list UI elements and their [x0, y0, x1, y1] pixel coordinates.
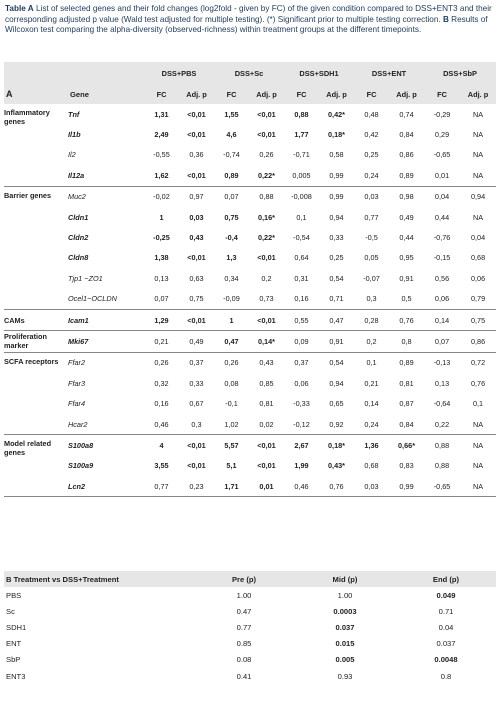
adj-p-value: 0,76	[470, 378, 486, 388]
adj-p-value: 0,84	[399, 130, 414, 140]
adj-p-value: 0,49	[399, 212, 414, 222]
fc-value: 0,06	[424, 289, 460, 310]
adj-p-value: <0,01	[257, 109, 276, 119]
adj-p-value: 0,25	[329, 253, 344, 263]
gene-row	[4, 331, 496, 352]
fc-value: 0,07	[144, 289, 179, 310]
fc-value: -0,76	[433, 233, 451, 243]
fc-value: -0,25	[153, 233, 170, 243]
fc-value: 0,005	[284, 165, 319, 186]
adj-p-value: 0,94	[329, 378, 344, 388]
adj-p-value: 0,02	[249, 414, 284, 435]
adj-p-value: 0,03	[189, 212, 204, 222]
p-value: 0.47	[236, 606, 252, 616]
treatment-row	[4, 652, 496, 668]
fc-value: 1,31	[154, 109, 169, 119]
fc-value: -0,008	[291, 192, 312, 202]
gene-row	[4, 186, 496, 207]
fc-value: 0,46	[144, 414, 179, 435]
p-value: 0.08	[236, 655, 252, 665]
fc-value: -0,07	[363, 273, 380, 283]
p-value: 0.0048	[434, 655, 458, 665]
gene-name: S100a9	[68, 461, 94, 471]
adj-p-value: 0,18*	[327, 130, 346, 140]
table-b-header-cell: B Treatment vs DSS+Treatment	[4, 571, 194, 587]
adj-p-value: 0,3	[179, 414, 214, 435]
condition-header: DSS+SDH1	[284, 62, 354, 84]
fc-value: 0,13	[154, 273, 169, 283]
caption-b-text: Results of Wilcoxon test comparing the alpha-diversity (observed-richness) within treatment groups at the different timepoints.	[5, 14, 488, 35]
adj-p-value: 0,67	[189, 399, 204, 409]
fc-value: 0,42	[364, 130, 379, 140]
treatment-row	[4, 603, 496, 619]
fc-value: 0,13	[434, 378, 450, 388]
adj-p-value: <0,01	[257, 440, 276, 450]
p-value: 0.41	[236, 671, 252, 681]
gene-name: Ffar3	[68, 378, 86, 388]
adj-p-value: 0,75	[460, 309, 496, 330]
gene-row	[4, 248, 496, 268]
gene-row	[4, 414, 496, 435]
gene-row	[4, 309, 496, 330]
fc-value: 0,37	[294, 358, 309, 368]
adj-p-value: 0,44	[399, 233, 414, 243]
adj-p-value: 0,2	[261, 273, 272, 283]
adj-p-value: 0,49	[179, 331, 214, 352]
fc-value: 0,88	[434, 440, 450, 450]
fc-value: 0,1	[296, 212, 307, 222]
fc-value: 1,77	[294, 130, 309, 140]
treatment-row	[4, 636, 496, 652]
adj-p-value: 0,66*	[398, 440, 416, 450]
gene-name: Ffar4	[68, 399, 86, 409]
fc-value: 0,34	[224, 273, 239, 283]
p-value: 1.00	[236, 590, 252, 600]
adj-p-value: NA	[460, 476, 496, 497]
adj-p-column-header: Adj. p	[319, 84, 354, 104]
fc-value: 0,08	[224, 378, 239, 388]
adj-p-value: 0,16*	[257, 212, 276, 222]
adj-p-value: 0,18*	[327, 440, 346, 450]
adj-p-value: NA	[472, 461, 484, 471]
adj-p-value: 0,33	[329, 233, 344, 243]
fc-value: 5,1	[226, 461, 237, 471]
adj-p-value: 0,91	[399, 273, 414, 283]
adj-p-value: 0,86	[460, 331, 496, 352]
fc-value: 0,32	[154, 378, 169, 388]
fc-value: -0,12	[284, 414, 319, 435]
fc-value: 0,1	[366, 358, 377, 368]
caption-b-label: B	[442, 14, 449, 24]
adj-p-column-header: Adj. p	[460, 84, 496, 104]
p-value: 0.71	[438, 606, 454, 616]
adj-p-value: NA	[472, 440, 484, 450]
condition-header: DSS+ENT	[354, 62, 424, 84]
adj-p-value: 0,47	[319, 309, 354, 330]
adj-p-value: 0,42*	[327, 109, 346, 119]
fc-value: -0,29	[433, 109, 451, 119]
adj-p-value: 0,91	[319, 331, 354, 352]
fc-value: 0,14	[424, 309, 460, 330]
p-value: 0.8	[440, 671, 452, 681]
gene-name: Il12a	[68, 165, 144, 186]
fc-value: 1,02	[214, 414, 249, 435]
adj-p-value: 0,26	[259, 150, 274, 160]
gene-name: Icam1	[68, 309, 144, 330]
gene-row	[4, 145, 496, 165]
gene-group-label: SCFA receptors	[4, 352, 68, 435]
fc-value: 0,07	[424, 331, 460, 352]
gene-row	[4, 435, 496, 456]
p-value: 0.77	[236, 622, 252, 632]
adj-p-value: NA	[472, 150, 484, 160]
fc-value: -0,71	[293, 150, 310, 160]
fc-value: 5,57	[224, 440, 239, 450]
adj-p-value: 0,65	[329, 399, 344, 409]
treatment-row	[4, 587, 496, 603]
fc-value: 0,14	[364, 399, 379, 409]
adj-p-value: 0,68	[470, 253, 486, 263]
fc-value: 0,03	[354, 476, 389, 497]
fc-value: 0,25	[364, 150, 379, 160]
fc-value: -0,65	[433, 150, 451, 160]
gene-group-label: Model related genes	[4, 435, 68, 497]
treatment-name: PBS	[6, 590, 22, 600]
adj-p-value: 0,43	[189, 233, 204, 243]
fc-value: 0,09	[284, 331, 319, 352]
gene-row	[4, 393, 496, 413]
fc-value: 0,68	[364, 461, 379, 471]
p-value: 0.005	[335, 655, 355, 665]
fc-value: -0,74	[223, 150, 240, 160]
adj-p-value: 0,99	[319, 165, 354, 186]
adj-p-value: <0,01	[257, 461, 276, 471]
adj-p-value: 0,23	[179, 476, 214, 497]
gene-name: Cldn8	[68, 253, 89, 263]
table-a	[4, 62, 496, 497]
fc-value: 0,21	[144, 331, 179, 352]
adj-p-value: 0,75	[179, 289, 214, 310]
adj-p-value: 0,89	[399, 358, 414, 368]
fc-value: 0,05	[364, 253, 379, 263]
fc-value: 0,56	[434, 273, 450, 283]
adj-p-value: <0,01	[257, 130, 276, 140]
table-b-header-row	[4, 571, 496, 587]
gene-name: S100a8	[68, 440, 94, 450]
adj-p-value: 0,81	[399, 378, 414, 388]
gene-name: Lcn2	[68, 476, 144, 497]
adj-p-value: 0,71	[319, 289, 354, 310]
adj-p-value: 0,8	[389, 331, 424, 352]
adj-p-value: 0,92	[319, 414, 354, 435]
fc-value: 0,64	[294, 253, 309, 263]
gene-group-label: Inflammatory genes	[4, 104, 68, 186]
adj-p-value: 0,76	[319, 476, 354, 497]
fc-value: 1,55	[224, 109, 239, 119]
adj-p-value: 0,37	[189, 358, 204, 368]
adj-p-value: 0,04	[470, 233, 486, 243]
adj-p-value: 0,54	[329, 273, 344, 283]
fc-value: -0,54	[293, 233, 310, 243]
fc-value: 0,89	[214, 165, 249, 186]
adj-p-value: <0,01	[179, 165, 214, 186]
gene-group-label: Proliferation marker	[4, 331, 68, 352]
treatment-name: Sc	[6, 606, 15, 616]
adj-p-value: 0,89	[389, 165, 424, 186]
fc-value: -0,65	[424, 476, 460, 497]
condition-header: DSS+PBS	[144, 62, 214, 84]
adj-p-value: 0,54	[329, 358, 344, 368]
treatment-row	[4, 668, 496, 684]
fc-value: 1,99	[294, 461, 309, 471]
fc-value: 1,29	[144, 309, 179, 330]
gene-group-label: CAMs	[4, 309, 68, 330]
gene-row	[4, 227, 496, 247]
adj-p-value: NA	[460, 165, 496, 186]
gene-row	[4, 352, 496, 373]
fc-value: 2,67	[294, 440, 309, 450]
caption-a-text: List of selected genes and their fold changes (log2fold - given by FC) of the given condition compared to DSS+ENT3 and their corresponding adjusted p value (Wald test adjusted for multiple testing). (*) Significant prior to multiple testing correction.	[5, 4, 492, 24]
gene-row	[4, 289, 496, 310]
fc-value: 1,38	[154, 253, 169, 263]
adj-p-value: 0,74	[399, 109, 414, 119]
gene-row	[4, 268, 496, 288]
gene-row	[4, 104, 496, 124]
caption-a-label: Table A	[5, 4, 34, 13]
adj-p-value: 0,22*	[249, 165, 284, 186]
fc-value: 0,75	[224, 212, 239, 222]
adj-p-value: 0,99	[329, 192, 344, 202]
gene-name: Tjp1 ~ZO1	[68, 273, 103, 283]
adj-p-value: 0,1	[472, 399, 484, 409]
adj-p-value: <0,01	[187, 109, 206, 119]
gene-row	[4, 165, 496, 186]
fc-value: 0,44	[434, 212, 450, 222]
fc-value: 0,47	[214, 331, 249, 352]
fc-value: 1,62	[144, 165, 179, 186]
adj-p-value: 0,97	[189, 192, 204, 202]
adj-p-value: 0,33	[189, 378, 204, 388]
p-value: 0.04	[438, 622, 454, 632]
gene-row	[4, 476, 496, 497]
adj-p-value: 0,58	[329, 150, 344, 160]
gene-name: Mki67	[68, 331, 144, 352]
p-value: 0.015	[335, 639, 355, 649]
adj-p-column-header: Adj. p	[179, 84, 214, 104]
table-b	[4, 571, 496, 684]
fc-value: 0,21	[364, 378, 379, 388]
fc-value: 0,24	[354, 414, 389, 435]
fc-value: 0,26	[154, 358, 169, 368]
fc-value: 2,49	[154, 130, 169, 140]
gene-name: Muc2	[68, 192, 86, 202]
gene-group-label: Barrier genes	[4, 186, 68, 309]
adj-p-value: 0,14*	[249, 331, 284, 352]
treatment-name: SDH1	[6, 622, 27, 632]
adj-p-value: 0,63	[189, 273, 204, 283]
condition-header: DSS+SbP	[424, 62, 496, 84]
gene-name: Cldn1	[68, 212, 89, 222]
adj-p-value: 0,98	[399, 192, 414, 202]
fc-value: -0,5	[365, 233, 378, 243]
fc-value: 0,03	[364, 192, 379, 202]
fc-value: 0,88	[434, 461, 450, 471]
fc-column-header: FC	[354, 84, 389, 104]
fc-value: 0,01	[424, 165, 460, 186]
adj-p-value: 0,83	[399, 461, 414, 471]
gene-row	[4, 373, 496, 393]
fc-value: 0,07	[224, 192, 239, 202]
gene-row	[4, 207, 496, 227]
fc-value: 1,3	[226, 253, 237, 263]
fc-value: 0,06	[294, 378, 309, 388]
table-b-header-cell: Mid (p)	[294, 571, 396, 587]
fc-value: -0,09	[214, 289, 249, 310]
gene-name: Tnf	[68, 109, 80, 119]
fc-value: 0,22	[424, 414, 460, 435]
adj-p-value: <0,01	[187, 253, 206, 263]
adj-p-value: 0,73	[249, 289, 284, 310]
adj-p-value: 0,87	[399, 399, 414, 409]
adj-p-value: NA	[472, 212, 484, 222]
adj-p-column-header: Adj. p	[249, 84, 284, 104]
fc-value: 0,88	[294, 109, 309, 119]
fc-value: 0,77	[364, 212, 379, 222]
fc-value: 0,77	[144, 476, 179, 497]
gene-name: Il2	[68, 150, 76, 160]
fc-value: 3,55	[154, 461, 169, 471]
adj-p-value: 0,81	[259, 399, 274, 409]
treatment-name: ENT	[6, 639, 22, 649]
adj-p-value: NA	[472, 130, 484, 140]
adj-p-value: <0,01	[187, 440, 206, 450]
condition-header: DSS+Sc	[214, 62, 284, 84]
fc-value: 0,16	[154, 399, 169, 409]
fc-value: -0,15	[433, 253, 451, 263]
gene-column-header: Gene	[68, 84, 144, 104]
fc-value: 0,3	[354, 289, 389, 310]
treatment-row	[4, 619, 496, 635]
adj-p-value: 0,88	[259, 192, 274, 202]
table-a-label: A	[4, 84, 68, 104]
fc-value: 0,55	[284, 309, 319, 330]
adj-p-value: 0,06	[470, 273, 486, 283]
fc-value: 1	[159, 212, 164, 222]
fc-value: -0,1	[225, 399, 238, 409]
table-b-header-cell: Pre (p)	[194, 571, 294, 587]
gene-name: Cldn2	[68, 233, 89, 243]
adj-p-value: 0,72	[470, 358, 486, 368]
adj-p-value: 0,01	[249, 476, 284, 497]
fc-value: 0,48	[364, 109, 379, 119]
adj-p-value: 0,5	[389, 289, 424, 310]
fc-value: -0,4	[225, 233, 238, 243]
adj-p-value: 0,22*	[257, 233, 276, 243]
fc-value: -0,13	[433, 358, 451, 368]
adj-p-value: 0,43	[259, 358, 274, 368]
adj-p-value: 0,43*	[327, 461, 346, 471]
p-value: 0.037	[335, 622, 355, 632]
fc-value: 0,31	[294, 273, 309, 283]
adj-p-value: 0,79	[460, 289, 496, 310]
adj-p-value: 0,84	[389, 414, 424, 435]
fc-value: 1	[214, 309, 249, 330]
p-value: 1.00	[337, 590, 353, 600]
gene-name: Il1b	[68, 130, 81, 140]
table-a-corner	[4, 62, 68, 84]
p-value: 0.049	[436, 590, 456, 600]
p-value: 0.037	[436, 639, 456, 649]
fc-value: 1,36	[364, 440, 379, 450]
fc-column-header: FC	[284, 84, 319, 104]
adj-p-value: 0,86	[399, 150, 414, 160]
fc-value: 0,04	[434, 192, 450, 202]
gene-name: Ocel1~OCLDN	[68, 289, 144, 310]
fc-value: -0,55	[153, 150, 170, 160]
adj-p-value: <0,01	[257, 253, 276, 263]
fc-value: 0,24	[354, 165, 389, 186]
gene-header-spacer	[68, 62, 144, 84]
fc-value: 0,2	[354, 331, 389, 352]
gene-name: Ffar2	[68, 358, 86, 368]
fc-column-header: FC	[424, 84, 460, 104]
p-value: 0.85	[236, 639, 252, 649]
fc-value: 0,29	[434, 130, 450, 140]
fc-value: 0,26	[224, 358, 239, 368]
fc-column-header: FC	[144, 84, 179, 104]
treatment-name: ENT3	[6, 671, 26, 681]
gene-name: Hcar2	[68, 414, 144, 435]
adj-p-value: 0,36	[189, 150, 204, 160]
fc-value: 0,46	[284, 476, 319, 497]
adj-p-value: <0,01	[179, 309, 214, 330]
adj-p-value: NA	[460, 414, 496, 435]
adj-p-value: 0,85	[259, 378, 274, 388]
fc-value: 1,71	[214, 476, 249, 497]
p-value: 0.93	[337, 671, 353, 681]
fc-value: -0,33	[293, 399, 310, 409]
adj-p-value: 0,94	[470, 192, 486, 202]
adj-p-value: <0,01	[187, 130, 206, 140]
adj-p-value: 0,95	[399, 253, 414, 263]
fc-value: 4,6	[226, 130, 237, 140]
fc-value: 4	[159, 440, 164, 450]
table-caption	[5, 4, 495, 36]
adj-p-value: 0,99	[389, 476, 424, 497]
gene-row	[4, 456, 496, 476]
fc-value: -0,64	[433, 399, 451, 409]
adj-p-value: 0,76	[389, 309, 424, 330]
adj-p-value: 0,94	[329, 212, 344, 222]
table-b-header-cell: End (p)	[396, 571, 496, 587]
treatment-name: SbP	[6, 655, 21, 665]
adj-p-value: NA	[472, 109, 484, 119]
fc-value: 0,28	[354, 309, 389, 330]
fc-value: 0,16	[284, 289, 319, 310]
adj-p-value: <0,01	[187, 461, 206, 471]
adj-p-value: <0,01	[249, 309, 284, 330]
adj-p-column-header: Adj. p	[389, 84, 424, 104]
fc-column-header: FC	[214, 84, 249, 104]
p-value: 0.0003	[333, 606, 357, 616]
gene-row	[4, 124, 496, 144]
fc-value: -0,02	[153, 192, 170, 202]
